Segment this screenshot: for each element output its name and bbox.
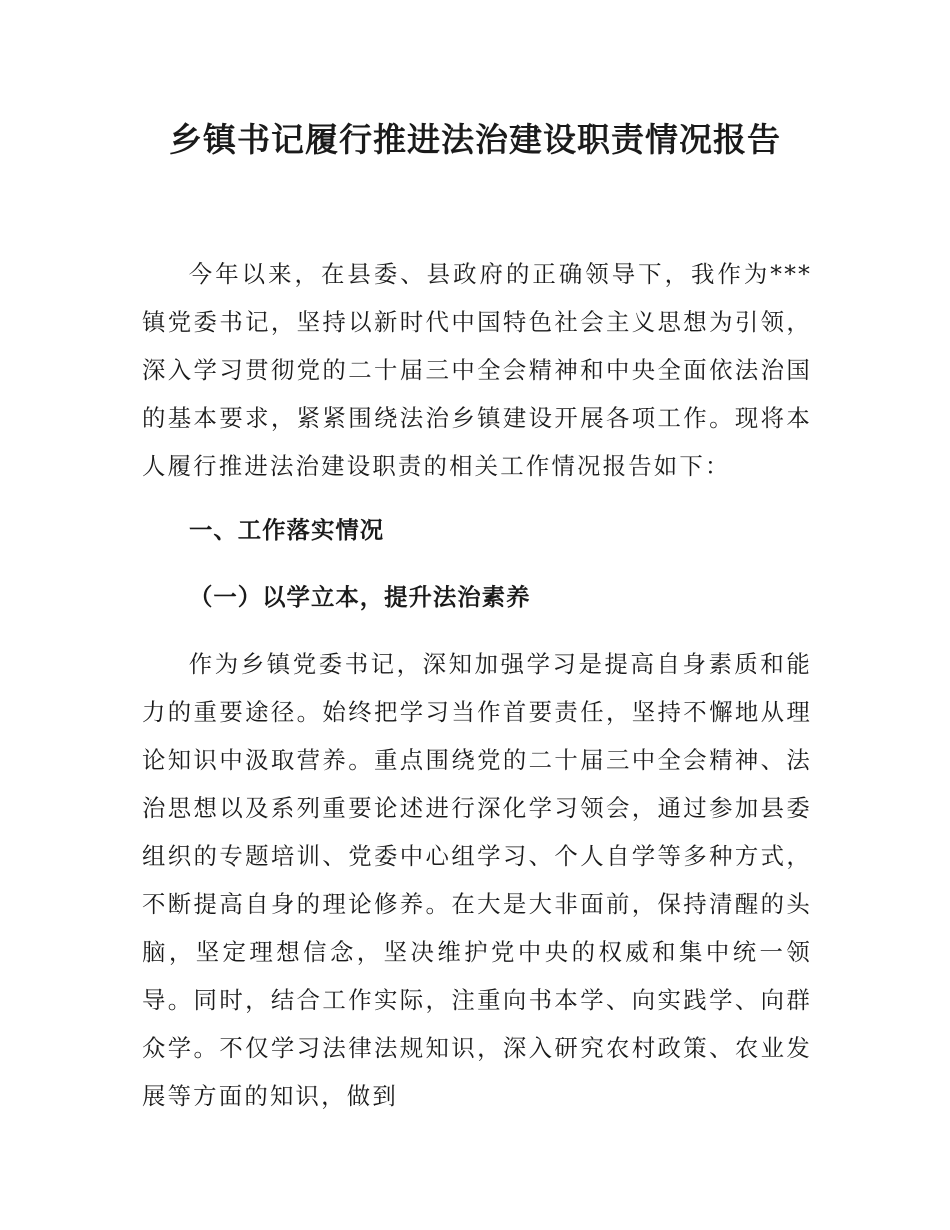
document-body (142, 250, 812, 1120)
document-title: 乡镇书记履行推进法治建设职责情况报告 (169, 120, 781, 159)
section-heading-1: 一、工作落实情况 (189, 516, 385, 544)
subsection-heading-1: （一）以学立本，提升法治素养 (189, 583, 531, 611)
subsection-1-paragraph: 作为乡镇党委书记，深知加强学习是提高自身素质和能力的重要途径。始终把学习当作首要责任，坚持不懈地从理论知识中汲取营养。重点围绕党的二十届三中全会精神、法治思想以及系列重要论述进行深化学习领会，通过参加县委组织的专题培训、党委中心组学习、个人自学等多种方式，不断提高自身的理论修养。在大是大非面前，保持清醒的头脑，坚定理想信念，坚决维护党中央的权威和集中统一领导。同时，结合工作实际，注重向书本学、向实践学、向群众学。不仅学习法律法规知识，深入研究农村政策、农业发展等方面的知识，做到 (142, 650, 812, 1110)
intro-paragraph: 今年以来，在县委、县政府的正确领导下，我作为***镇党委书记，坚持以新时代中国特色社会主义思想为引领，深入学习贯彻党的二十届三中全会精神和中央全面依法治国的基本要求，紧紧围绕法治乡镇建设开展各项工作。现将本人履行推进法治建设职责的相关工作情况报告如下： (142, 260, 812, 480)
